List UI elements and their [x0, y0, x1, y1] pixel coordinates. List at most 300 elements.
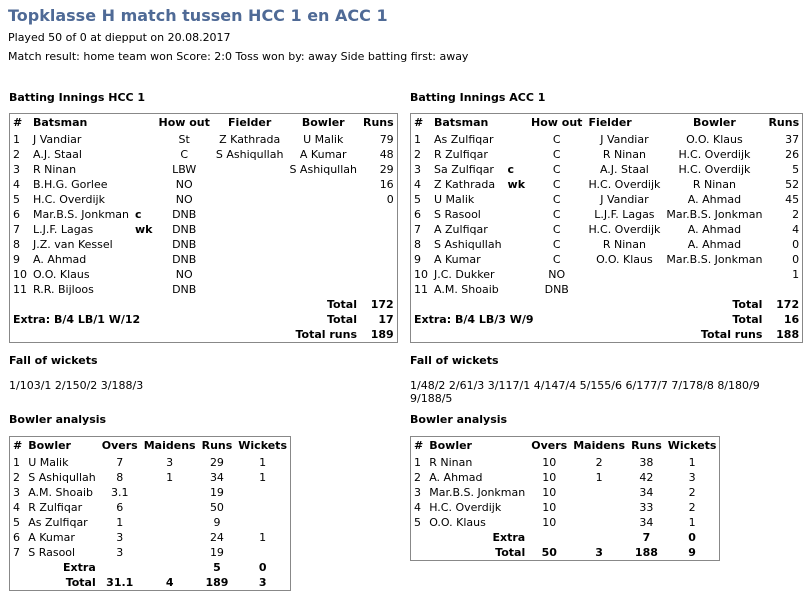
col-bowler: Bowler	[429, 439, 472, 452]
table-row	[411, 237, 803, 252]
batsman-name: R Ninan	[33, 163, 77, 176]
fielder	[213, 192, 287, 207]
how-out: C	[552, 238, 561, 251]
maidens: 2	[595, 456, 603, 469]
runs: 42	[639, 471, 654, 484]
home-bowl-extra-runs: 5	[213, 561, 221, 574]
batsman-role	[132, 252, 155, 267]
col-runs: Runs	[201, 439, 233, 452]
table-row	[411, 267, 803, 282]
home-bowl-total-runs: 189	[205, 576, 229, 589]
runs: 0	[792, 253, 800, 266]
fielder: O.O. Klaus	[596, 253, 653, 266]
col-maidens: Maidens	[573, 439, 626, 452]
how-out: C	[552, 133, 561, 146]
bowler: Mar.B.S. Jonkman	[666, 208, 763, 221]
col-fielder: Fielder	[228, 116, 272, 129]
bowler-name: H.C. Overdijk	[429, 501, 502, 514]
how-out: NO	[548, 268, 566, 281]
away-bowling-table	[410, 436, 720, 561]
table-row	[10, 530, 291, 545]
runs: 19	[209, 486, 224, 499]
maidens	[141, 500, 199, 515]
col-num: #	[414, 116, 424, 129]
maidens	[570, 515, 628, 530]
page-title: Topklasse H match tussen HCC 1 en ACC 1	[8, 6, 388, 25]
batsman-name: Z Kathrada	[434, 178, 496, 191]
overs: 8	[116, 471, 124, 484]
batsman-role	[505, 237, 528, 252]
batsman-role	[132, 192, 155, 207]
bowler	[286, 282, 360, 297]
home-bowler-title: Bowler analysis	[9, 413, 107, 426]
away-total: 172	[776, 298, 800, 311]
batsman-role	[505, 147, 528, 162]
bowler-num: 5	[414, 516, 421, 529]
bowler-name: A.M. Shoaib	[28, 486, 93, 499]
fielder	[213, 267, 287, 282]
home-batting-table	[9, 113, 398, 343]
bowler-name: As Zulfiqar	[28, 516, 88, 529]
batsman-name: S Rasool	[434, 208, 481, 221]
batsman-role	[132, 237, 155, 252]
maidens	[570, 485, 628, 500]
batsman-num: 3	[13, 163, 20, 176]
table-row	[10, 162, 398, 177]
bowler	[286, 237, 360, 252]
runs: 33	[639, 501, 654, 514]
away-bowler-title: Bowler analysis	[410, 413, 508, 426]
table-row	[411, 207, 803, 222]
table-row	[411, 162, 803, 177]
batsman-name: A.M. Shoaib	[434, 283, 499, 296]
batsman-name: R Zulfiqar	[434, 148, 488, 161]
batsman-num: 6	[414, 208, 421, 221]
runs: 79	[379, 133, 394, 146]
wickets	[235, 500, 290, 515]
batsman-num: 9	[414, 253, 421, 266]
total-label: Total	[495, 546, 526, 559]
runs: 9	[213, 516, 221, 529]
wickets: 2	[688, 501, 696, 514]
fielder	[585, 282, 663, 297]
how-out: DNB	[172, 283, 197, 296]
batsman-name: A.J. Staal	[33, 148, 82, 161]
col-maidens: Maidens	[143, 439, 196, 452]
batsman-name: Sa Zulfiqar	[434, 163, 494, 176]
maidens	[141, 515, 199, 530]
table-row	[10, 192, 398, 207]
bowler-num: 4	[414, 501, 421, 514]
home-fow: 1/103/1 2/150/2 3/188/3	[9, 379, 144, 392]
batsman-name: S Ashiqullah	[434, 238, 502, 251]
table-row	[10, 147, 398, 162]
batsman-num: 8	[414, 238, 421, 251]
col-num: #	[13, 116, 23, 129]
bowler	[663, 267, 765, 282]
batsman-name: A Zulfiqar	[434, 223, 488, 236]
wickets	[235, 485, 290, 500]
batsman-num: 8	[13, 238, 20, 251]
table-row	[10, 267, 398, 282]
how-out: DNB	[544, 283, 569, 296]
away-bowl-total-maidens: 3	[595, 546, 603, 559]
batsman-num: 2	[414, 148, 421, 161]
runs: 45	[785, 193, 800, 206]
total-runs-label: Total runs	[295, 328, 357, 341]
batsman-num: 10	[414, 268, 428, 281]
bowler: A Kumar	[299, 148, 347, 161]
fielder	[213, 222, 287, 237]
batsman-name: L.J.F. Lagas	[33, 223, 94, 236]
runs: 34	[639, 516, 654, 529]
table-row	[10, 282, 398, 297]
col-howout: How out	[158, 116, 210, 129]
runs	[360, 222, 397, 237]
fielder	[213, 237, 287, 252]
table-row	[10, 237, 398, 252]
wickets: 1	[259, 531, 267, 544]
table-row	[411, 192, 803, 207]
bowler: U Malik	[303, 133, 344, 146]
runs: 19	[209, 546, 224, 559]
bowler	[286, 222, 360, 237]
bowler-num: 6	[13, 531, 20, 544]
fielder	[213, 207, 287, 222]
batsman-role	[505, 132, 528, 147]
fielder: Z Kathrada	[219, 133, 281, 146]
fielder: R Ninan	[602, 148, 646, 161]
bowler-num: 5	[13, 516, 20, 529]
home-bowl-total-wkts: 3	[258, 576, 267, 589]
runs: 34	[209, 471, 224, 484]
runs	[765, 282, 802, 297]
how-out: NO	[175, 268, 193, 281]
batsman-name: J.C. Dukker	[434, 268, 495, 281]
maidens	[570, 500, 628, 515]
runs: 2	[792, 208, 800, 221]
away-total-runs: 188	[776, 328, 800, 341]
batsman-name: H.C. Overdijk	[33, 193, 105, 206]
maidens	[141, 485, 199, 500]
total-label: Total	[326, 298, 357, 311]
wickets: 3	[688, 471, 696, 484]
runs: 29	[379, 163, 394, 176]
home-innings-title: Batting Innings HCC 1	[9, 91, 146, 104]
fielder	[585, 267, 663, 282]
overs: 1	[116, 516, 124, 529]
runs: 38	[639, 456, 654, 469]
batsman-num: 5	[414, 193, 421, 206]
how-out: C	[552, 163, 561, 176]
batsman-role	[505, 222, 528, 237]
bowler-num: 2	[414, 471, 421, 484]
total-label: Total	[65, 576, 96, 589]
total-label: Total	[732, 298, 763, 311]
batsman-name: J Vandiar	[33, 133, 82, 146]
table-row	[10, 132, 398, 147]
bowler-name: A Kumar	[28, 531, 75, 544]
bowler-name: Mar.B.S. Jonkman	[429, 486, 526, 499]
bowler-num: 3	[13, 486, 20, 499]
batsman-num: 5	[13, 193, 20, 206]
away-batting-table	[410, 113, 803, 343]
batsman-name: U Malik	[434, 193, 475, 206]
maidens	[141, 530, 199, 545]
overs: 7	[116, 456, 124, 469]
batsman-name: Mar.B.S. Jonkman	[33, 208, 130, 221]
batsman-role	[132, 147, 155, 162]
col-howout: How out	[531, 116, 583, 129]
runs: 34	[639, 486, 654, 499]
batsman-role	[505, 252, 528, 267]
batsman-role: wk	[507, 178, 526, 191]
away-extras-total: 16	[783, 313, 800, 326]
bowler-num: 3	[414, 486, 421, 499]
bowler-name: R Zulfiqar	[28, 501, 83, 514]
table-row	[411, 485, 720, 500]
away-innings-title: Batting Innings ACC 1	[410, 91, 546, 104]
batsman-name: O.O. Klaus	[33, 268, 90, 281]
table-row	[411, 222, 803, 237]
batsman-num: 3	[414, 163, 421, 176]
wickets: 2	[688, 486, 696, 499]
bowler-name: U Malik	[28, 456, 69, 469]
batsman-role	[505, 267, 528, 282]
col-runs: Runs	[768, 116, 800, 129]
col-wickets: Wickets	[667, 439, 717, 452]
away-bowl-extra-runs: 7	[642, 531, 651, 544]
runs: 48	[379, 148, 394, 161]
home-bowl-total-maidens: 4	[165, 576, 174, 589]
fielder: L.J.F. Lagas	[594, 208, 655, 221]
fielder	[213, 252, 287, 267]
fielder: R Ninan	[602, 238, 646, 251]
batsman-role	[505, 282, 528, 297]
wickets: 1	[688, 516, 696, 529]
batsman-role	[132, 282, 155, 297]
col-runs: Runs	[363, 116, 394, 129]
bowler-num: 7	[13, 546, 20, 559]
col-fielder: Fielder	[588, 116, 632, 129]
batsman-num: 1	[13, 133, 20, 146]
wickets	[235, 545, 290, 560]
col-bowler: Bowler	[693, 116, 736, 129]
bowler	[286, 207, 360, 222]
how-out: DNB	[172, 253, 197, 266]
runs: 5	[792, 163, 800, 176]
how-out: C	[552, 253, 561, 266]
how-out: C	[180, 148, 189, 161]
runs	[360, 207, 397, 222]
how-out: DNB	[172, 208, 197, 221]
batsman-num: 10	[13, 268, 27, 281]
how-out: C	[552, 193, 561, 206]
away-bowl-extra-wkts: 0	[688, 531, 696, 544]
how-out: C	[552, 208, 561, 221]
col-overs: Overs	[101, 439, 138, 452]
bowler-num: 4	[13, 501, 20, 514]
bowler: A. Ahmad	[687, 193, 742, 206]
batsman-name: A Kumar	[434, 253, 481, 266]
table-row	[10, 455, 291, 470]
wickets: 1	[259, 471, 267, 484]
table-row	[10, 207, 398, 222]
fielder: A.J. Staal	[599, 163, 649, 176]
batsman-role: c	[507, 163, 515, 176]
batsman-role	[505, 192, 528, 207]
table-row	[411, 252, 803, 267]
bowler-name: O.O. Klaus	[429, 516, 486, 529]
bowler-name: S Ashiqullah	[28, 471, 96, 484]
match-result: Match result: home team won Score: 2:0 Toss won by: away Side batting first: away	[8, 50, 469, 63]
batsman-num: 7	[414, 223, 421, 236]
overs: 3	[116, 531, 124, 544]
home-total: 172	[370, 298, 394, 311]
table-row	[411, 470, 720, 485]
table-row	[411, 177, 803, 192]
home-extras-total: 17	[378, 313, 394, 326]
how-out: NO	[175, 193, 193, 206]
col-num: #	[13, 439, 23, 452]
batsman-num: 11	[13, 283, 27, 296]
runs: 26	[785, 148, 800, 161]
table-row	[10, 222, 398, 237]
total-label: Total	[326, 313, 357, 326]
batsman-name: R.R. Bijloos	[33, 283, 94, 296]
table-row	[10, 515, 291, 530]
away-fow-title: Fall of wickets	[410, 354, 499, 367]
runs	[360, 237, 397, 252]
batsman-num: 9	[13, 253, 20, 266]
table-row	[10, 252, 398, 267]
bowler	[286, 192, 360, 207]
wickets: 1	[259, 456, 267, 469]
overs: 10	[542, 456, 557, 469]
overs: 10	[542, 501, 557, 514]
home-bowl-extra-wkts: 0	[258, 561, 267, 574]
runs: 52	[785, 178, 800, 191]
total-label: Total	[732, 313, 763, 326]
col-num: #	[414, 439, 424, 452]
batsman-num: 11	[414, 283, 428, 296]
table-row	[10, 485, 291, 500]
home-total-runs: 189	[370, 328, 394, 341]
bowler: A. Ahmad	[687, 223, 742, 236]
away-extras: Extra: B/4 LB/3 W/9	[414, 313, 534, 326]
overs: 6	[116, 501, 124, 514]
table-row	[10, 500, 291, 515]
batsman-role: c	[135, 208, 142, 221]
table-row	[411, 500, 720, 515]
extra-label: Extra	[63, 561, 96, 574]
fielder: J Vandiar	[600, 133, 649, 146]
batsman-num: 1	[414, 133, 421, 146]
fielder: J Vandiar	[600, 193, 649, 206]
fielder	[213, 177, 287, 192]
runs: 0	[386, 193, 394, 206]
runs: 37	[785, 133, 800, 146]
runs: 50	[209, 501, 224, 514]
runs	[360, 267, 397, 282]
batsman-num: 4	[13, 178, 20, 191]
overs: 10	[542, 516, 557, 529]
table-row	[10, 470, 291, 485]
maidens	[141, 545, 199, 560]
wickets	[235, 515, 290, 530]
maidens: 1	[166, 471, 174, 484]
home-extras: Extra: B/4 LB/1 W/12	[13, 313, 141, 326]
home-bowling-table	[9, 436, 291, 591]
bowler-name: S Rasool	[28, 546, 76, 559]
batsman-num: 2	[13, 148, 20, 161]
bowler: Mar.B.S. Jonkman	[666, 253, 763, 266]
bowler	[286, 177, 360, 192]
bowler-name: A. Ahmad	[429, 471, 483, 484]
table-row	[411, 455, 720, 470]
table-row	[10, 177, 398, 192]
bowler: R Ninan	[692, 178, 736, 191]
away-bowl-total-runs: 188	[634, 546, 658, 559]
bowler: O.O. Klaus	[686, 133, 743, 146]
col-bowler: Bowler	[28, 439, 71, 452]
match-info: Played 50 of 0 at diepput on 20.08.2017	[8, 31, 231, 44]
how-out: LBW	[172, 163, 197, 176]
runs: 29	[209, 456, 224, 469]
bowler-num: 1	[414, 456, 421, 469]
batsman-num: 6	[13, 208, 20, 221]
overs: 3.1	[111, 486, 129, 499]
runs: 1	[792, 268, 800, 281]
wickets: 1	[688, 456, 696, 469]
batsman-role	[132, 267, 155, 282]
col-runs: Runs	[631, 439, 662, 452]
fielder	[213, 282, 287, 297]
total-runs-label: Total runs	[700, 328, 763, 341]
col-batsman: Batsman	[434, 116, 489, 129]
bowler	[663, 282, 765, 297]
overs: 10	[542, 471, 557, 484]
batsman-role	[505, 207, 528, 222]
fielder: H.C. Overdijk	[588, 223, 661, 236]
bowler: H.C. Overdijk	[678, 163, 751, 176]
runs: 4	[792, 223, 800, 236]
bowler: H.C. Overdijk	[678, 148, 751, 161]
table-row	[411, 282, 803, 297]
bowler	[286, 267, 360, 282]
runs: 0	[792, 238, 800, 251]
how-out: C	[552, 178, 561, 191]
batsman-name: J.Z. van Kessel	[33, 238, 113, 251]
away-bowl-total-wkts: 9	[688, 546, 696, 559]
away-fow: 1/48/2 2/61/3 3/117/1 4/147/4 5/155/6 6/177/7 7/178/8 8/180/9 9/188/5	[410, 379, 760, 405]
overs: 3	[116, 546, 124, 559]
home-fow-title: Fall of wickets	[9, 354, 98, 367]
col-batsman: Batsman	[33, 116, 88, 129]
bowler-num: 2	[13, 471, 20, 484]
table-row	[411, 132, 803, 147]
bowler: A. Ahmad	[687, 238, 742, 251]
away-bowl-total-overs: 50	[541, 546, 557, 559]
home-bowl-total-overs: 31.1	[106, 576, 134, 589]
overs: 10	[542, 486, 557, 499]
col-bowler: Bowler	[301, 116, 345, 129]
col-overs: Overs	[531, 439, 568, 452]
fielder: H.C. Overdijk	[588, 178, 661, 191]
table-row	[411, 515, 720, 530]
runs: 16	[379, 178, 394, 191]
batsman-role	[132, 162, 155, 177]
